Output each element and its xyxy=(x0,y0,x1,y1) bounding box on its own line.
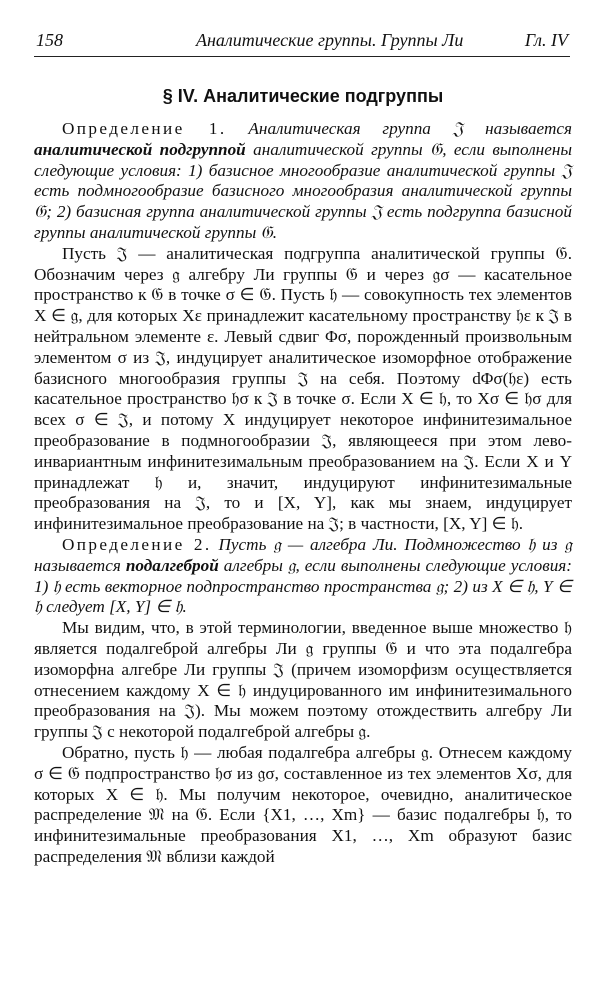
definition-text: алгебры 𝔤, если выполнены следующие условия: 1) 𝔥 есть векторное подпространство пространства 𝔤; 2) из X ∈ 𝔥, Y ∈ 𝔥 следует [X, Y] ∈ 𝔥. xyxy=(34,555,573,617)
paragraph: Мы видим, что, в этой терминологии, введенное выше множество 𝔥 является подалгеброй алгебры Ли 𝔤 группы 𝔊 и что эта подалгебра изоморфна алгебре Ли группы 𝔍 (причем изоморфизм осуществляется отнесением каждому X ∈ 𝔥 индуцированного им инфинитезимального преобразования на 𝔍). Мы можем поэтому отождествить алгебру Ли группы 𝔍 с некоторой подалгеброй алгебры 𝔤. xyxy=(34,618,572,742)
paragraph: Обратно, пусть 𝔥 — любая подалгебра алгебры 𝔤. Отнесем каждому σ ∈ 𝔊 подпространство 𝔥σ из 𝔤σ, составленное из тех элементов Xσ, для которых X ∈ 𝔥. Мы получим некоторое, очевидно, аналитическое распределение 𝔐 на 𝔊. Если {X1, …, Xm} — базис подалгебры 𝔥, то инфинитезимальные преобразования X1, …, Xm образуют базис распределения 𝔐 вблизи каждой xyxy=(34,742,572,866)
definition-text: аналитической группы 𝔊, если выполнены следующие условия: 1) базисное многообразие аналитической группы 𝔍 есть подмногообразие базисного многообразия аналитической группы 𝔊; 2) базисная группа аналитической группы 𝔍 есть подгруппа базисной группы аналитической группы 𝔊. xyxy=(34,139,573,242)
defined-term: аналитической подгруппой xyxy=(34,139,246,159)
running-header xyxy=(34,30,570,57)
definition-lead: Определение 2. xyxy=(62,534,212,554)
page-number: 158 xyxy=(36,30,63,50)
definition-1 xyxy=(34,119,572,244)
body-text xyxy=(34,119,572,868)
chapter-label: Гл. IV xyxy=(524,30,568,50)
definition-text: Аналитическая группа 𝔍 называется xyxy=(248,119,572,138)
definition-text: Пусть 𝔤 — алгебра Ли. Подмножество 𝔥 из 𝔤 называется xyxy=(34,534,573,575)
running-title: Аналитические группы. Группы Ли xyxy=(196,30,464,50)
paragraph: Пусть 𝔍 — аналитическая подгруппа аналитической группы 𝔊. Обозначим через 𝔤 алгебру Ли группы 𝔊 и через 𝔤σ — касательное пространство к 𝔊 в точке σ ∈ 𝔊. Пусть 𝔥 — совокупность тех элементов X ∈ 𝔤, для которых Xε принадлежит касательному пространству 𝔥ε к 𝔍 в нейтральном элементе ε. Левый сдвиг Φσ, порожденный произвольным элементом σ из 𝔍, индуцирует аналитическое изоморфное отображение базисного многообразия группы 𝔍 на себя. Поэтому dΦσ(𝔥ε) есть касательное пространство 𝔥σ к 𝔍 в точке σ. Если X ∈ 𝔥, то Xσ ∈ 𝔥σ для всех σ ∈ 𝔍, и потому X индуцирует некоторое инфинитезимальное преобразование в подмногообразии 𝔍, являющееся при этом лево-инвариантным инфинитезимальным преобразованием на 𝔍. Если X и Y принадлежат 𝔥 и, значит, индуцируют инфинитезимальные преобразования на 𝔍, то и [X, Y], как мы знаем, индуцирует инфинитезимальное преобразование на 𝔍; в частности, [X, Y] ∈ 𝔥. xyxy=(34,243,572,534)
definition-2 xyxy=(34,535,572,618)
defined-term: подалгеброй xyxy=(125,555,219,575)
definition-lead: Определение 1. xyxy=(62,119,227,138)
section-title: § IV. Аналитические подгруппы xyxy=(162,86,444,106)
